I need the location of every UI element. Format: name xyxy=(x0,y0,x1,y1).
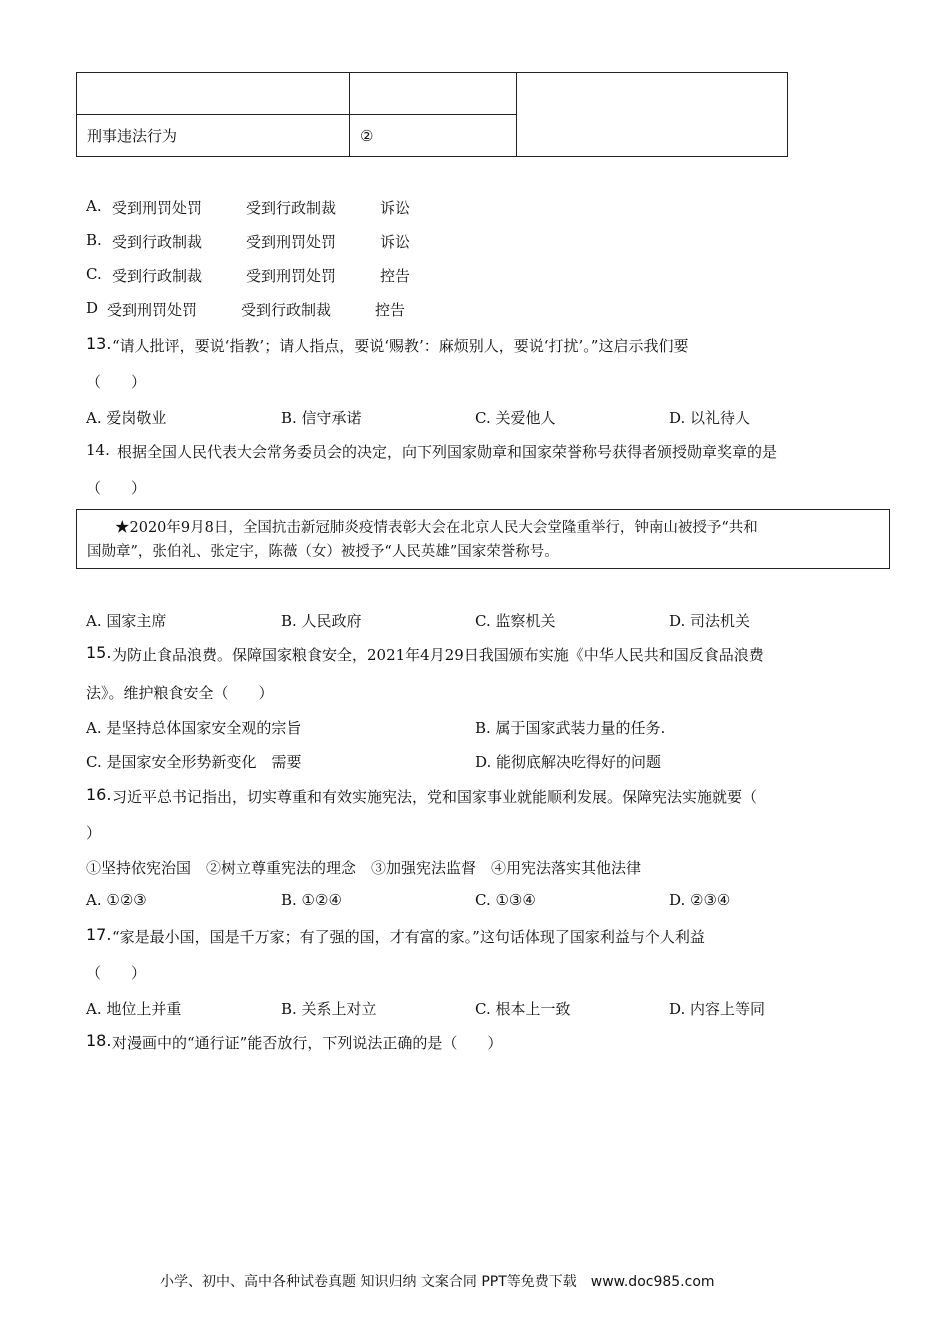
page-footer: 小学、初中、高中各种试卷真题 知识归纳 文案合同 PPT等免费下载 www.doc985.com xyxy=(160,1274,715,1290)
option: A. ①②③ xyxy=(86,891,147,909)
question-stem: “家是最小国，国是千万家；有了强的国，才有富的家。”这句话体现了国家利益与个人利益 xyxy=(112,928,705,946)
option: C. 根本上一致 xyxy=(475,1000,571,1018)
question-stem: 法》。维护粮食安全（ ） xyxy=(86,684,274,702)
option: B. 信守承诺 xyxy=(281,409,362,427)
option: B. ①②④ xyxy=(281,891,342,909)
option-text: 控告 xyxy=(380,267,411,285)
option-text: 受到行政制裁 xyxy=(241,301,332,319)
question-number: 17. xyxy=(86,925,112,944)
table-cell: 刑事违法行为 xyxy=(77,115,350,157)
question-stem: 对漫画中的“通行证”能否放行，下列说法正确的是（ ） xyxy=(112,1034,503,1052)
question-number: 16. xyxy=(86,785,112,804)
material-box xyxy=(76,509,890,569)
option: B. 关系上对立 xyxy=(281,1000,377,1018)
answer-blank: （ ） xyxy=(86,479,147,497)
question-stem: 为防止食品浪费。保障国家粮食安全，2021年4月29日我国颁布实施《中华人民共和国反食品浪费 xyxy=(112,646,764,664)
option: A. 爱岗敬业 xyxy=(86,409,167,427)
option: D. ②③④ xyxy=(669,891,731,909)
option: A. 地位上并重 xyxy=(86,1000,182,1018)
option-letter: B. xyxy=(86,231,102,249)
option-text: 诉讼 xyxy=(380,233,411,251)
option-letter: D xyxy=(86,299,99,317)
option-text: 控告 xyxy=(375,301,406,319)
classification-table xyxy=(76,72,788,157)
answer-blank: （ ） xyxy=(86,373,147,391)
table-cell xyxy=(350,73,517,115)
option-text: 受到刑罚处罚 xyxy=(246,233,337,251)
option: A. 国家主席 xyxy=(86,612,167,630)
option-letter: C. xyxy=(86,265,102,283)
option: B. 人民政府 xyxy=(281,612,362,630)
question-stem: 习近平总书记指出，切实尊重和有效实施宪法，党和国家事业就能顺利发展。保障宪法实施就要（ xyxy=(112,788,758,806)
question-stem: 根据全国人民代表大会常务委员会的决定，向下列国家勋章和国家荣誉称号获得者颁授勋章奖章的是 xyxy=(117,443,778,461)
option-text: 受到行政制裁 xyxy=(112,267,203,285)
table-cell: ② xyxy=(350,115,517,157)
question-number: 15. xyxy=(86,643,112,662)
option: B. 属于国家武装力量的任务. xyxy=(475,719,666,737)
option-text: 受到行政制裁 xyxy=(246,199,337,217)
material-text: ★2020年9月8日，全国抗击新冠肺炎疫情表彰大会在北京人民大会堂隆重举行，钟南山被授予“共和 xyxy=(115,520,758,536)
option-text: 受到刑罚处罚 xyxy=(107,301,198,319)
option: C. 监察机关 xyxy=(475,612,556,630)
question-number: 18. xyxy=(86,1031,112,1050)
option: D. 能彻底解决吃得好的问题 xyxy=(475,753,662,771)
question-number: 13. xyxy=(86,334,112,353)
option-text: 受到行政制裁 xyxy=(112,233,203,251)
table-cell xyxy=(517,73,788,157)
table-cell xyxy=(77,73,350,115)
option: C. 是国家安全形势新变化 需要 xyxy=(86,753,302,771)
option: C. 关爱他人 xyxy=(475,409,556,427)
option: D. 内容上等同 xyxy=(669,1000,766,1018)
option-letter: A. xyxy=(86,197,102,215)
statement-list: ①坚持依宪治国 ②树立尊重宪法的理念 ③加强宪法监督 ④用宪法落实其他法律 xyxy=(86,859,642,877)
option: D. 司法机关 xyxy=(669,612,751,630)
option: C. ①③④ xyxy=(475,891,536,909)
option-text: 受到刑罚处罚 xyxy=(246,267,337,285)
question-number: 14. xyxy=(86,441,110,459)
material-text: 国勋章”，张伯礼、张定宇，陈薇（女）被授予“人民英雄”国家荣誉称号。 xyxy=(87,544,559,560)
question-stem: “请人批评，要说‘指教’；请人指点，要说‘赐教’：麻烦别人，要说‘打扰’。”这启示我们要 xyxy=(112,337,689,355)
question-stem: ） xyxy=(86,824,102,842)
option: D. 以礼待人 xyxy=(669,409,751,427)
option-text: 受到刑罚处罚 xyxy=(112,199,203,217)
option: A. 是坚持总体国家安全观的宗旨 xyxy=(86,719,302,737)
answer-blank: （ ） xyxy=(86,964,147,982)
option-text: 诉讼 xyxy=(380,199,411,217)
